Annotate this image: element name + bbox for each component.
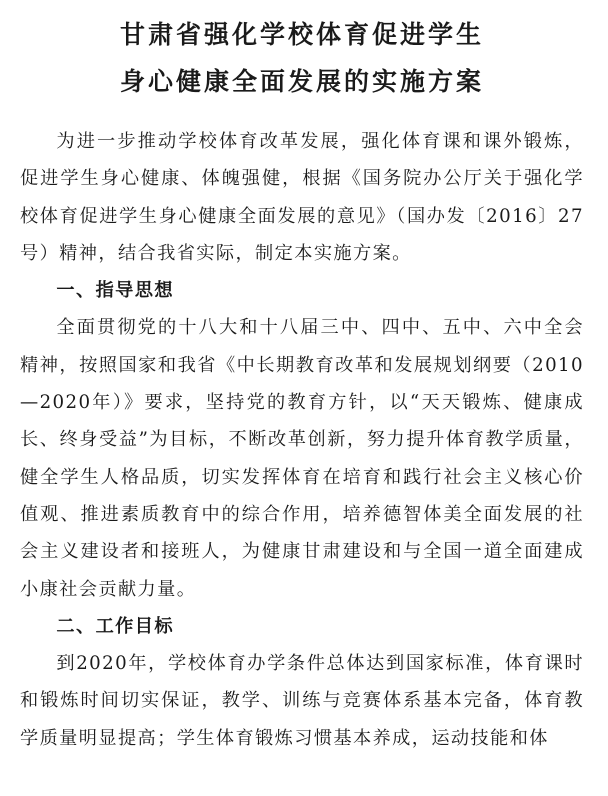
intro-paragraph: 为进一步推动学校体育改革发展，强化体育课和课外锻炼，促进学生身心健康、体魄强健，根据《国务院办公厅关于强化学校体育促进学生身心健康全面发展的意见》（国办发〔2016〕27号）精神，结合我省实际，制定本实施方案。 — [20, 131, 584, 264]
document-title-line-1: 甘肃省强化学校体育促进学生 — [119, 20, 484, 49]
work-goals-paragraph: 到2020年，学校体育办学条件总体达到国家标准，体育课时和锻炼时间切实保证，教学、训练与竞赛体系基本完备，体育教学质量明显提高；学生体育锻炼习惯基本养成，运动技能和体 — [20, 653, 584, 749]
guiding-ideology-paragraph: 全面贯彻党的十八大和十八届三中、四中、五中、六中全会精神，按照国家和我省《中长期教育改革和发展规划纲要（2010—2020年）》要求，坚持党的教育方针，以“天天锻炼、健康成长、终身受益”为目标，不断改革创新，努力提升体育教学质量，健全学生人格品质，切实发挥体育在培育和践行社会主义核心价值观、推进素质教育中的综合作用，培养德智体美全面发展的社会主义建设者和接班人，为健康甘肃建设和与全国一道全面建成小康社会贡献力量。 — [20, 317, 584, 600]
document-title-line-2: 身心健康全面发展的实施方案 — [119, 67, 484, 96]
section-heading-guiding-ideology: 一、指导思想 — [56, 280, 174, 302]
section-heading-work-goals: 二、工作目标 — [56, 615, 174, 637]
